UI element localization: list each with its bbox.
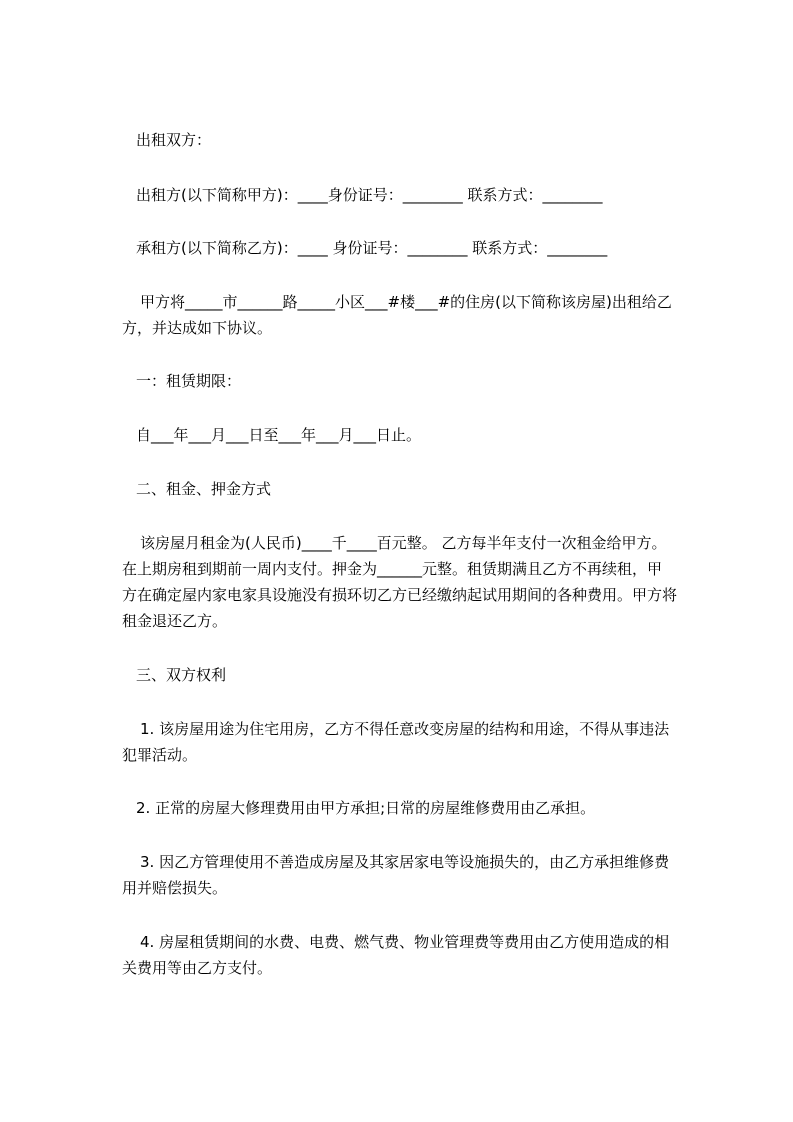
item1-line-1: 1. 该房屋用途为住宅用房，乙方不得任意改变房屋的结构和用途，不得从事违法	[140, 720, 670, 738]
item4-line-1: 4. 房屋租赁期间的水费、电费、燃气费、物业管理费等费用由乙方使用造成的相	[140, 933, 670, 951]
section1-term: 自___年___月___日至___年___月___日止。	[136, 426, 422, 444]
section2-line-4: 租金退还乙方。	[122, 612, 228, 630]
lessor-line: 出租方(以下简称甲方)：____身份证号：________ 联系方式：________	[136, 186, 603, 204]
parties-heading: 出租双方：	[136, 131, 212, 149]
intro-line-1: 甲方将_____市______路_____小区___#楼___#的住房(以下简称该房屋)出租给乙	[140, 293, 672, 311]
section2-line-2: 在上期房租到期前一周内支付。押金为______元整。租赁期满且乙方不再续租，甲	[122, 560, 663, 578]
section2-line-1: 该房屋月租金为(人民币)____千____百元整。 乙方每半年支付一次租金给甲方。	[140, 534, 667, 552]
item1-line-2: 犯罪活动。	[122, 746, 198, 764]
section2-heading: 二、租金、押金方式	[136, 480, 272, 498]
item2-line-1: 2. 正常的房屋大修理费用由甲方承担;日常的房屋维修费用由乙承担。	[136, 799, 596, 817]
item3-line-1: 3. 因乙方管理使用不善造成房屋及其家居家电等设施损失的，由乙方承担维修费	[140, 853, 670, 871]
section1-heading: 一：租赁期限：	[136, 372, 242, 390]
section2-line-3: 方在确定屋内家电家具设施没有损环切乙方已经缴纳起试用期间的各种费用。甲方将	[122, 586, 678, 604]
section3-heading: 三、双方权利	[136, 666, 227, 684]
lessee-line: 承租方(以下简称乙方)：____ 身份证号：________ 联系方式：________	[136, 239, 608, 257]
intro-line-2: 方，并达成如下协议。	[122, 319, 273, 337]
item3-line-2: 用并赔偿损失。	[122, 879, 228, 897]
item4-line-2: 关费用等由乙方支付。	[122, 959, 273, 977]
